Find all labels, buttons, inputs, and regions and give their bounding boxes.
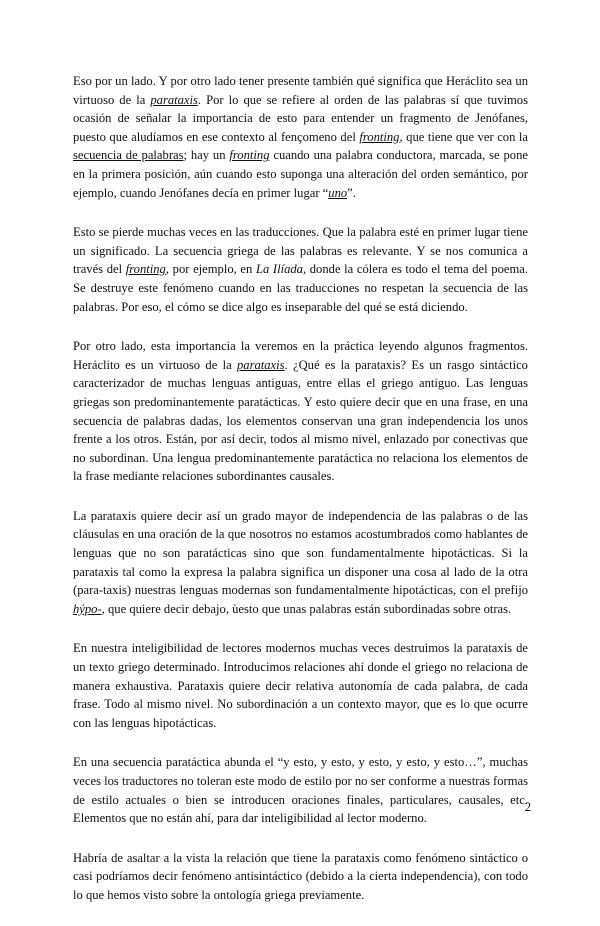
text-segment: , que quiere decir debajo, ùesto que unas palabras están subordinadas sobre otras.	[101, 601, 512, 616]
term-fronting: fronting	[359, 129, 400, 144]
text-segment: En una secuencia paratáctica abunda el “y esto, y esto, y esto, y esto, y esto…”, muchas veces los traductores no toleran este modo de estilo por no ser conforme a nuestras formas de estilo actuales o bien se introducen oraciones finales, particulares, causales, etc. Elementos que no están ahí, para dar inteligibilidad al lector moderno.	[73, 755, 528, 826]
text-segment: ”.	[347, 185, 356, 200]
term-uno: uno	[328, 185, 348, 200]
term-parataxis: parataxis	[236, 357, 285, 372]
paragraph-2	[73, 223, 528, 316]
paragraph-7	[73, 849, 528, 905]
text-segment: Por otro lado, esta importancia la veremos en la práctica leyendo algunos fragmentos. Heráclito es un virtuoso de la	[73, 339, 528, 372]
term-parataxis: parataxis	[150, 92, 198, 107]
text-segment: La parataxis quiere decir así un grado mayor de independencia de las palabras o de las cláusulas en una oración de la que nosotros no estamos acostumbrados como hablantes de lenguas que no son paratácticas sino que son fundamentalmente hipotácticas. Si la parataxis tal como la expresa la palabra significa un disponer una cosa al lado de la otra (para-taxis) nuestras lenguas modernas son fundamentalmente hipotácticas, con el prefijo	[73, 508, 528, 598]
text-segment: , que tiene que ver con la	[399, 129, 529, 144]
paragraph-3	[73, 337, 528, 486]
paragraph-6	[73, 753, 528, 827]
paragraph-4	[73, 507, 528, 619]
title-la-iliada: La Ilíada	[255, 262, 303, 277]
text-segment: , por ejemplo, en	[165, 262, 256, 277]
text-segment: cuando una palabra conductora, marcada, se pone en la primera posición, aún cuando esto suponga una alteración del orden semántico, por ejemplo, cuando Jenófanes decía en primer lugar “	[73, 148, 528, 200]
term-fronting: fronting	[229, 148, 270, 163]
paragraph-1	[73, 72, 528, 202]
text-segment: , donde la cólera es todo el tema del poema. Se destruye este fenómeno cuando en las traducciones no respetan la secuencia de las palabras. Por eso, el cómo se dice algo es inseparable del qué se está diciendo.	[73, 262, 528, 314]
text-segment: ; hay un	[183, 148, 230, 163]
term-hypo: hýpo-	[73, 601, 102, 616]
document-body	[73, 72, 528, 926]
text-segment: Eso por un lado. Y por otro lado tener presente también qué significa que Heráclito sea un virtuoso de la	[73, 74, 528, 107]
page-number: 2	[524, 800, 531, 814]
text-segment: . Por lo que se refiere al orden de las palabras sí que tuvimos ocasión de señalar la importancia de esto para entender un fragmento de Jenófanes, puesto que aludíamos en ese contexto al fençomeno del	[73, 92, 528, 144]
text-segment: Esto se pierde muchas veces en las traducciones. Que la palabra esté en primer lugar tiene un significado. La secuencia griega de las palabras es relevante. Y se nos comunica a través del	[73, 225, 528, 277]
term-fronting: fronting	[125, 262, 166, 277]
text-segment: Habría de asaltar a la vista la relación que tiene la parataxis como fenómeno sintáctico o casi podríamos decir fenómeno antisintáctico (debido a la cierta independencia), con todo lo que hemos visto sobre la ontología griega previamente.	[73, 850, 528, 902]
text-segment: En nuestra inteligibilidad de lectores modernos muchas veces destruimos la parataxis de un texto griego determinado. Introducimos relaciones ahí donde el griego no relaciona de manera exhaustiva. Parataxis quiere decir relativa autonomía de cada palabra, de cada frase. Todo al mismo nivel. No subordinación a un contexto mayor, que es lo que ocurre con las lenguas hipotácticas.	[73, 641, 528, 730]
paragraph-5	[73, 639, 528, 732]
text-segment: . ¿Qué es la parataxis? Es un rasgo sintáctico caracterizador de muchas lenguas antiguas, entre ellas el griego antiguo. Las lenguas griegas son predominantemente paratácticas. Y esto quiere decir que en una frase, en una secuencia de palabras dadas, los elementos conservan una gran independencia los unos frente a los otros. Están, por así decir, todos al mismo nivel, enlazado por conectivas que no subordinan. Una lengua predominantemente paratáctica no relaciona los elementos de la frase mediante relaciones subordinantes causales.	[73, 357, 528, 484]
term-secuencia-de-palabras: secuencia de palabras	[73, 148, 184, 163]
